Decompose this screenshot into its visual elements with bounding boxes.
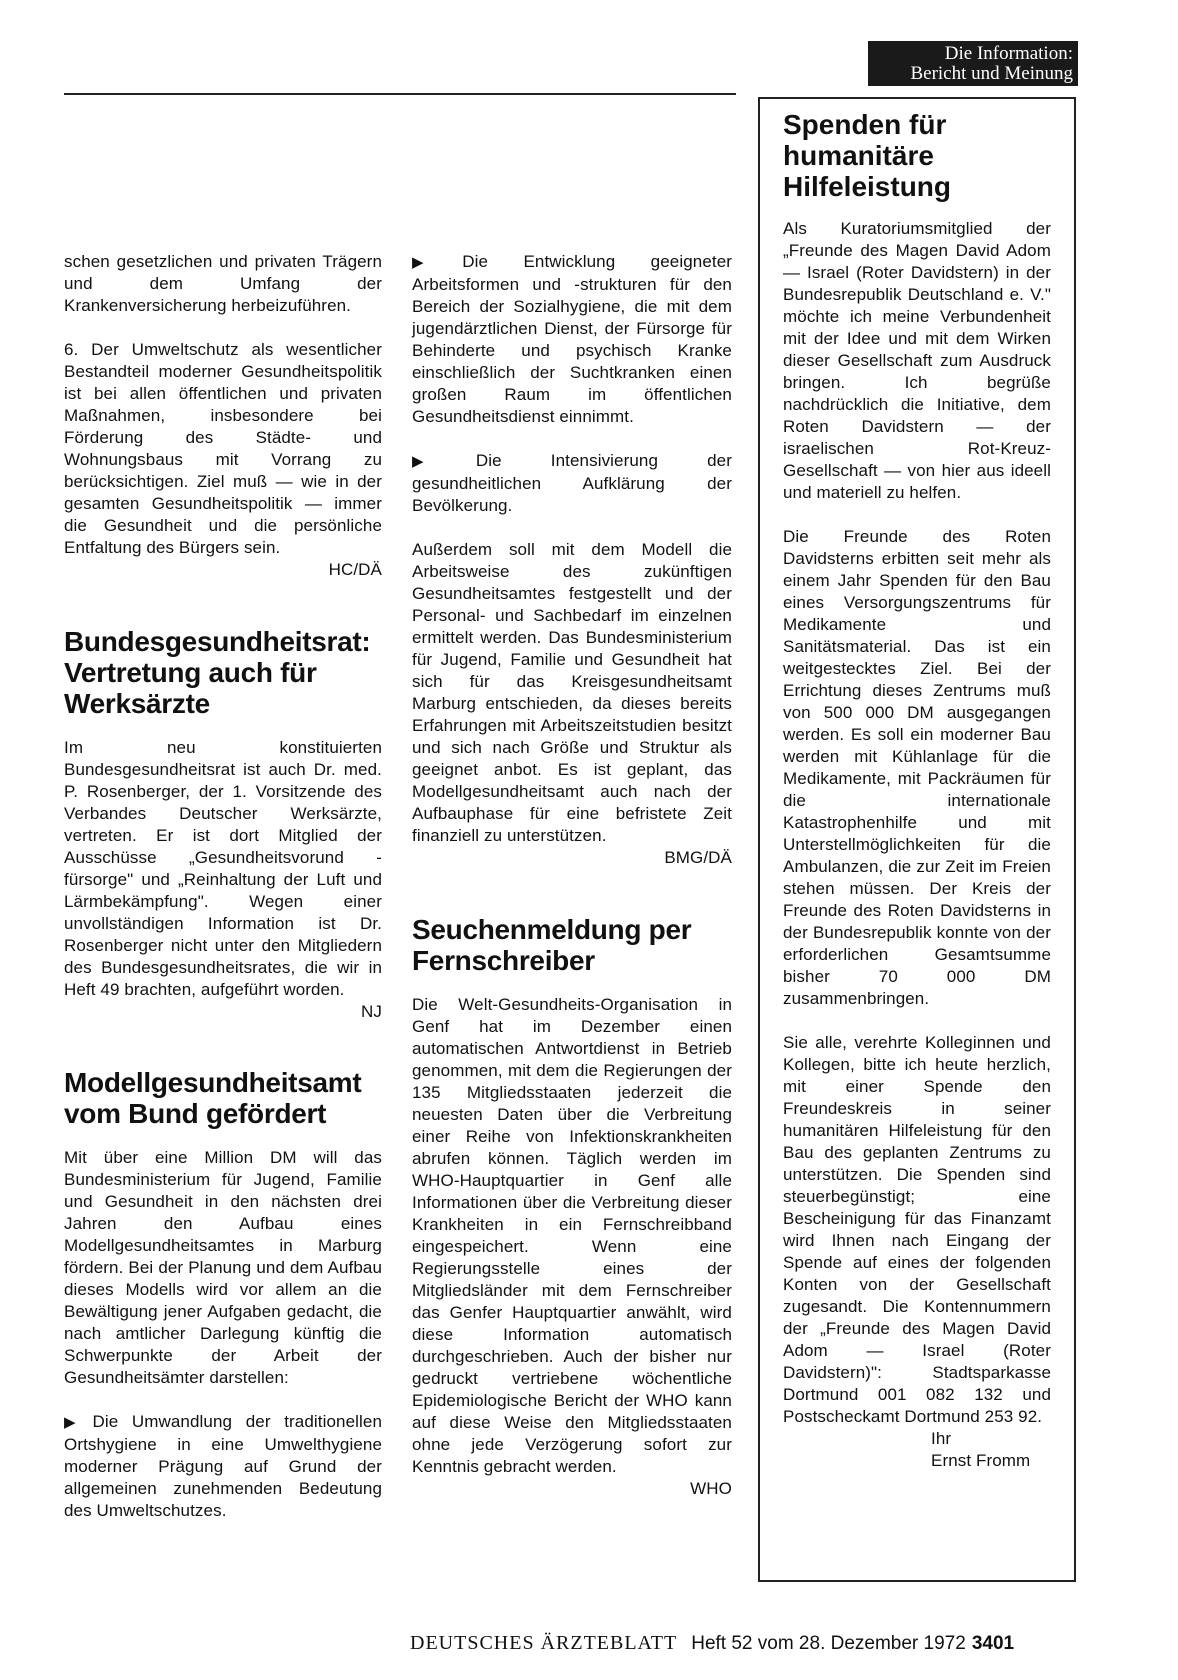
page-footer: [410, 1632, 1080, 1655]
byline-hc: HC/DÄ: [328, 560, 382, 579]
page-number: 3401: [971, 1633, 1015, 1654]
paragraph-model: Außerdem soll mit dem Modell die Arbeitsweise des zukünftigen Gesundheitsamtes festgestellt und der Personal- und Sachbedarf im einzelnen ermittelt werden. Das Bundesministerium für Jugend, Familie und Gesundheit hat sich für das Kreisgesundheitsamt Marburg entschieden, da dieses bereits Erfahrungen mit Arbeitszeitstudien besitzt und sich nach Größe und Struktur als geeignet anbot. Es ist geplant, das Modellgesundheitsamt auch nach der Aufbauphase für eine befristete Zeit finanziell zu unterstützen.: [412, 540, 732, 845]
bullet-text: Die Intensivierung der gesundheitlichen Aufklärung der Bevölkerung.: [412, 451, 732, 515]
byline-row: [64, 559, 382, 581]
sidebar-paragraph-1: Als Kuratoriumsmitglied der „Freunde des Magen David Adom — Israel (Roter Davidstern) in der Bundesrepublik Deutschland e. V." möchte ich meine Verbundenheit mit der Idee und mit dem Wirken dieser Gesellschaft zum Ausdruck bringen. Ich begrüße nachdrücklich die Initiative, dem Roten Davidstern — der israelischen Rot-Kreuz-Gesellschaft — von hier aus ideell und materiell zu helfen.: [783, 219, 1051, 502]
sidebar-paragraph-3: Sie alle, verehrte Kolleginnen und Kollegen, bitte ich heute herzlich, mit einer Spende den Freundeskreis in seiner humanitären Hilfeleistung für den Bau des geplanten Zentrums zu unterstützen. Die Spenden sind steuerbegünstigt; eine Bescheinigung für das Finanzamt wird Ihnen nach Eingang der Spende auf eines der folgenden Konten von der Gesellschaft zugesandt. Die Kontennummern der „Freunde des Magen David Adom — Israel (Roter Davidstern)": Stadtsparkasse Dortmund 001 082 132 und Postscheckamt Dortmund 253 92.: [783, 1033, 1051, 1426]
byline-nj: NJ: [361, 1002, 382, 1021]
headline-modellgesundheitsamt: Modellgesundheitsamt vom Bund gefördert: [64, 1067, 362, 1129]
article-modellgesundheitsamt-text: Mit über eine Million DM will das Bundesministerium für Jugend, Familie und Gesundheit in den nächsten drei Jahren den Aufbau eines Modellgesundheitsamtes in Marburg fördern. Bei der Planung und dem Aufbau dieses Modells wird vor allem an die Bewältigung jener Aufgaben gedacht, die nach amtlicher Darlegung künftig die Schwerpunkte der Arbeit der Gesundheitsämter darstellen:: [64, 1148, 382, 1387]
headline-seuchenmeldung: Seuchenmeldung per Fernschreiber: [412, 914, 692, 976]
issue-info: Heft 52 vom 28. Dezember 1972: [691, 1633, 966, 1654]
section-label-line2: Bericht und Meinung: [910, 63, 1073, 84]
top-rule: [64, 93, 736, 95]
byline-row: [412, 847, 732, 869]
headline-bundesgesundheitsrat: Bundesgesundheitsrat: Vertretung auch für Werksärzte: [64, 626, 371, 719]
sidebar-headline: Spenden für humanitäre Hilfeleistung: [783, 109, 952, 202]
sidebar-paragraph-2: Die Freunde des Roten Davidsterns erbitten seit mehr als einem Jahr Spenden für den Bau eines Versorgungszentrums für Medikamente und Sanitätsmaterial. Das ist ein weitgestecktes Ziel. Bei der Errichtung dieses Zentrums muß von 500 000 DM ausgegangen werden. Es soll ein moderner Bau werden mit Kühlanlage für die Medikamente, mit Packräumen für die internationale Katastrophenhilfe und mit Unterstellmöglichkeiten für die Ambulanzen, die zur Zeit im Freien stehen müssen. Der Kreis der Freunde des Roten Davidsterns in der Bundesrepublik konnte von der erforderlichen Gesamtsumme bisher 70 000 DM zusammenbringen.: [783, 527, 1051, 1008]
bullet-item: [412, 251, 732, 428]
byline-who: WHO: [690, 1479, 732, 1498]
arrow-bullet-icon: ▶: [412, 254, 455, 271]
signature: Ernst Fromm: [931, 1451, 1031, 1470]
bullet-item: [412, 450, 732, 517]
bullet-item: [64, 1411, 382, 1522]
paragraph-point-6: 6. Der Umweltschutz als wesentlicher Bestandteil moderner Gesundheitspolitik ist bei allen öffentlichen und privaten Maßnahmen, insbesondere bei Förderung des Städte- und Wohnungsbaus mit Vorrang zu berücksichtigen. Ziel muß — wie in der gesamten Gesundheitspolitik — immer die Gesundheit und die persönliche Entfaltung des Bürgers sein.: [64, 340, 382, 557]
byline-row: [412, 1478, 732, 1500]
column-1: [64, 251, 382, 1544]
column-3: [783, 218, 1051, 1472]
section-label-line1: Die Information:: [944, 43, 1073, 64]
arrow-bullet-icon: ▶: [412, 453, 468, 470]
section-label: [868, 41, 1078, 86]
masthead: DEUTSCHES ÄRZTEBLATT: [410, 1632, 678, 1654]
article-bundesgesundheitsrat-text: Im neu konstituierten Bundesgesundheitsrat ist auch Dr. med. P. Rosenberger, der 1. Vorsitzende des Verbandes Deutscher Werksärzte, vertreten. Er ist dort Mitglied der Ausschüsse „Gesundheitsvorund -fürsorge" und „Reinhaltung der Luft und Lärmbekämpfung". Wegen einer unvollständigen Information ist Dr. Rosenberger nicht unter den Mitgliedern des Bundesgesundheitsrates, die wir in Heft 49 brachten, aufgeführt worden.: [64, 738, 382, 999]
closing: Ihr: [931, 1429, 952, 1448]
byline-bmg: BMG/DÄ: [664, 848, 732, 867]
bullet-text: Die Umwandlung der traditionellen Ortshygiene in eine Umwelthygiene moderner Prägung auf Grund der allgemeinen zunehmenden Bedeutung des Umweltschutzes.: [64, 1412, 382, 1520]
arrow-bullet-icon: ▶: [64, 1414, 85, 1431]
article-seuchenmeldung-text: Die Welt-Gesundheits-Organisation in Genf hat im Dezember einen automatischen Antwortdienst in Betrieb genommen, mit dem die Regierungen der 135 Mitgliedsstaaten jederzeit die neuesten Daten über die Verbreitung einer Reihe von Infektionskrankheiten abrufen können. Täglich werden im WHO-Hauptquartier in Genf alle Informationen über die Verbreitung dieser Krankheiten in ein Fernschreibband eingespeichert. Wenn eine Regierungsstelle eines der Mitgliedsländer mit dem Fernschreiber das Genfer Hauptquartier anwählt, wird diese Information automatisch durchgeschrieben. Auch der bisher nur gedruckt vertriebene wöchentliche Epidemiologische Bericht der WHO kann auf diese Weise den Mitgliedsstaaten ohne jede Verzögerung sofort zur Kenntnis gebracht werden.: [412, 995, 732, 1476]
bullet-text: Die Entwicklung geeigneter Arbeitsformen und -strukturen für den Bereich der Sozialhygiene, die mit dem jugendärztlichen Dienst, der Fürsorge für Behinderte und psychisch Kranke einschließlich der Suchtkranken einen großen Raum im öffentlichen Gesundheitsdienst einnimmt.: [412, 252, 733, 426]
column-2: [412, 251, 732, 1500]
byline-row: [64, 1001, 382, 1023]
continued-paragraph: schen gesetzlichen und privaten Trägern und dem Umfang der Krankenversicherung herbeizuführen.: [64, 252, 382, 315]
